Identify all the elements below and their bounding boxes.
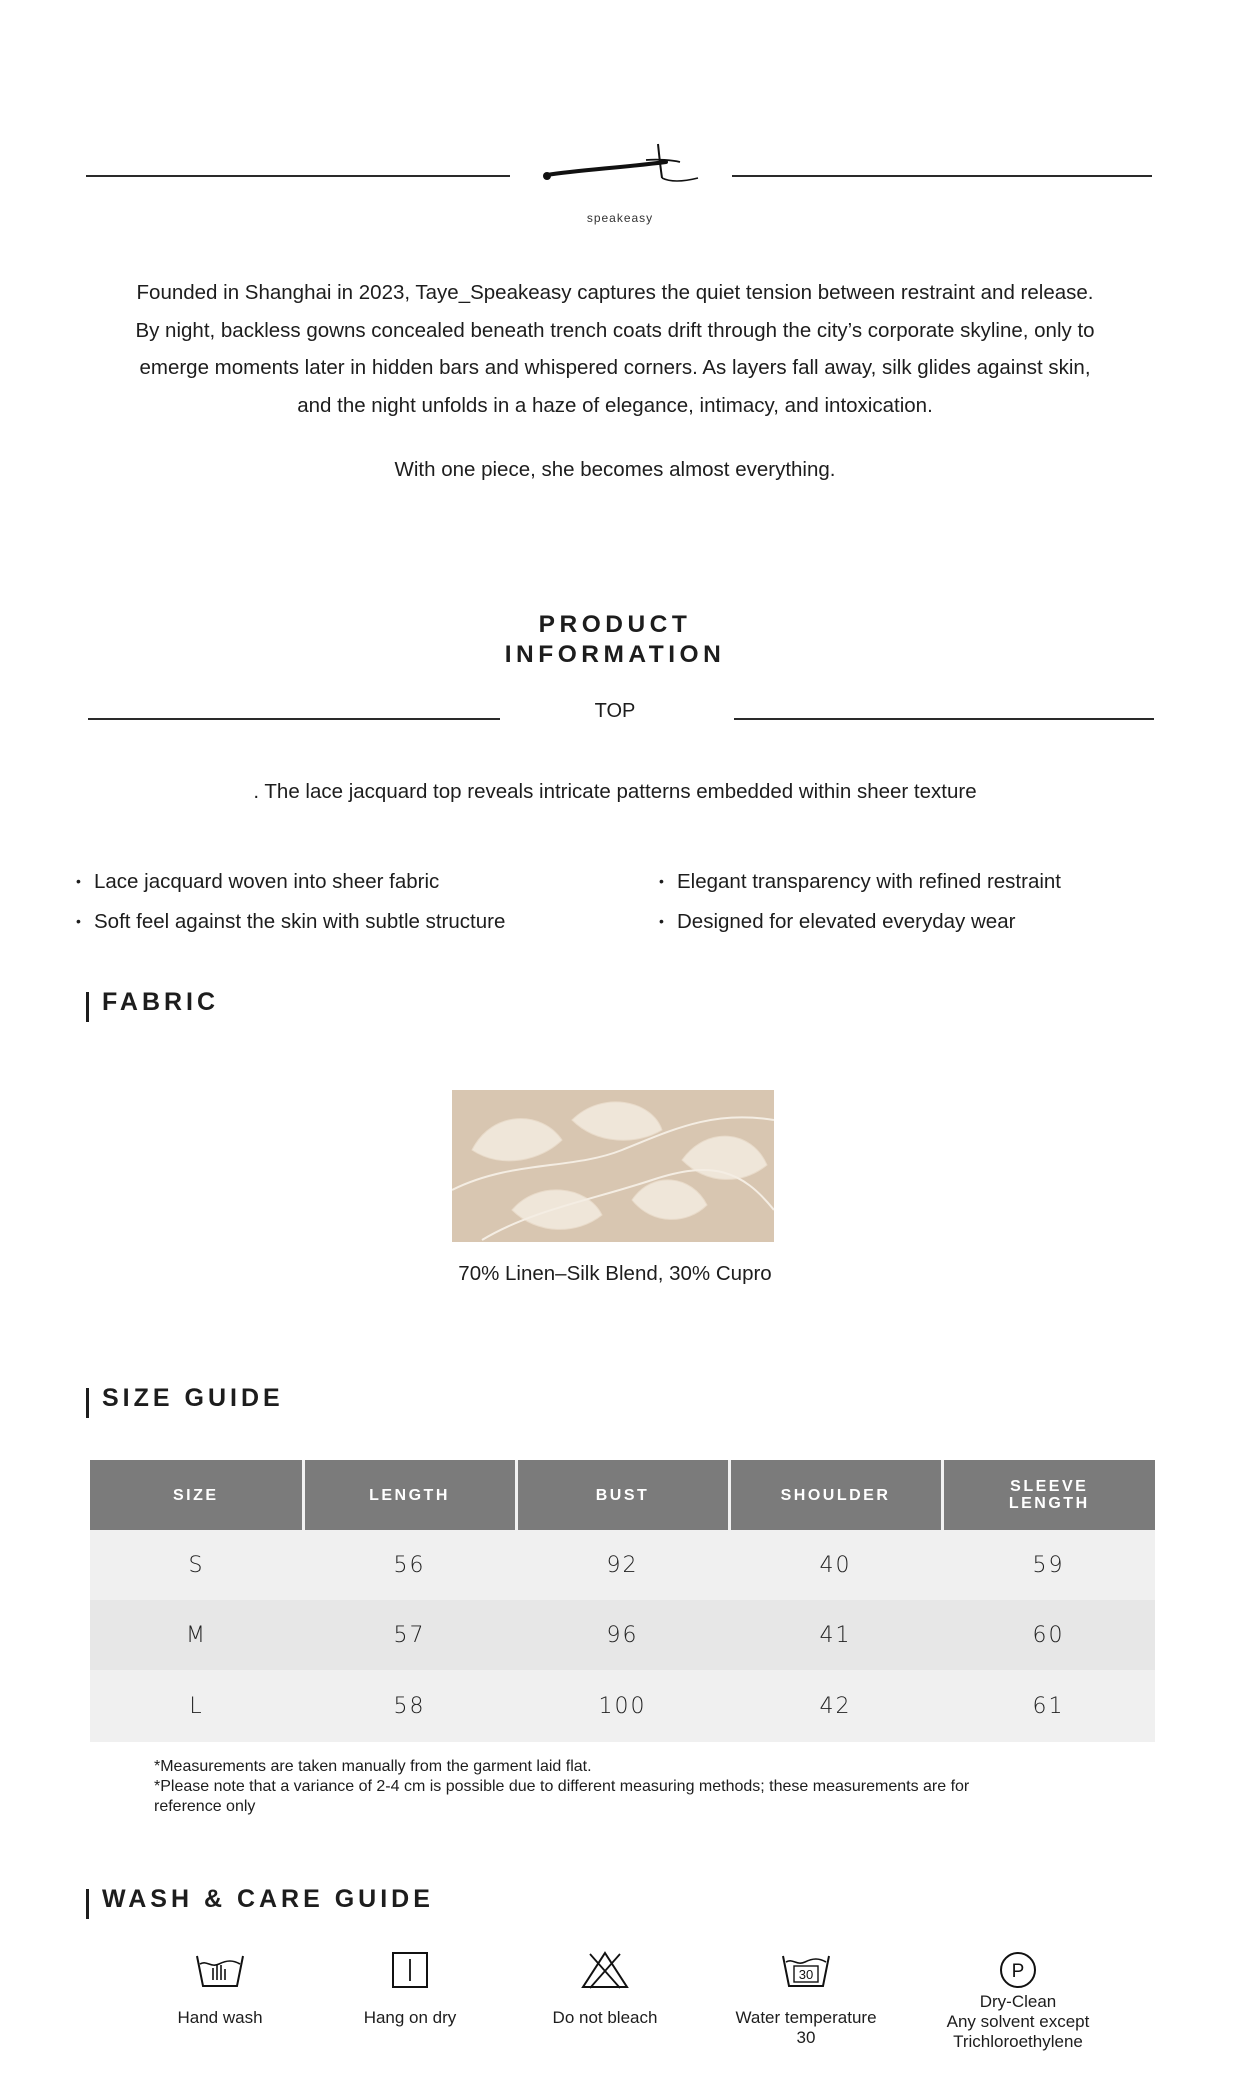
table-cell: 57 xyxy=(303,1600,516,1670)
product-info-title xyxy=(410,610,820,670)
category-divider-right xyxy=(734,718,1154,720)
size-note: *Please note that a variance of 2-4 cm is possible due to different measuring methods; these measurements are for reference only xyxy=(154,1778,970,1815)
bullet-icon: • xyxy=(659,873,664,889)
product-info-title-line: INFORMATION xyxy=(504,641,726,668)
feature-item: • Designed for elevated everyday wear xyxy=(659,910,1016,933)
svg-text:30: 30 xyxy=(798,1967,814,1982)
size-note: *Measurements are taken manually from the garment laid flat. xyxy=(154,1758,592,1775)
table-row xyxy=(90,1600,1155,1670)
size-table-header xyxy=(90,1460,1155,1530)
care-item-water-temp xyxy=(706,1950,906,2048)
product-lead: . The lace jacquard top reveals intricate patterns embedded within sheer texture xyxy=(253,780,977,803)
fabric-composition: 70% Linen–Silk Blend, 30% Cupro xyxy=(458,1262,772,1285)
intro-line: emerge moments later in hidden bars and whispered corners. As layers fall away, silk glides against skin, xyxy=(139,356,1091,379)
water-temp-icon xyxy=(781,1950,831,1990)
no-bleach-icon xyxy=(580,1950,630,1990)
care-item-no-bleach xyxy=(505,1950,705,2028)
svg-text:P: P xyxy=(1011,1961,1025,1982)
table-cell: 59 xyxy=(942,1530,1155,1600)
column-header: BUST xyxy=(516,1460,729,1530)
intro-line: and the night unfolds in a haze of elegance, intimacy, and intoxication. xyxy=(297,393,933,417)
table-cell: 41 xyxy=(729,1600,942,1670)
table-cell: 56 xyxy=(303,1530,516,1600)
table-row xyxy=(90,1670,1155,1742)
table-cell: 58 xyxy=(303,1670,516,1742)
care-item-hang-dry xyxy=(310,1950,510,2028)
table-cell: 42 xyxy=(729,1670,942,1742)
care-item-hand-wash xyxy=(120,1950,320,2028)
care-label: Dry-Clean Any solvent except Trichloroethylene xyxy=(946,1992,1090,2051)
intro-line: By night, backless gowns concealed beneath trench coats drift through the city’s corporate skyline, only to xyxy=(135,318,1095,342)
product-category: TOP xyxy=(594,700,636,722)
header-divider-left xyxy=(86,175,510,177)
bullet-icon: • xyxy=(76,873,81,889)
dry-clean-icon xyxy=(998,1950,1038,1990)
column-header: LENGTH xyxy=(303,1460,516,1530)
intro-line: Founded in Shanghai in 2023, Taye_Speakeasy captures the quiet tension between restraint and release. xyxy=(136,281,1094,304)
hang-dry-icon xyxy=(390,1950,430,1990)
hand-wash-icon xyxy=(195,1950,245,1990)
table-cell: L xyxy=(90,1670,303,1742)
care-item-dry-clean xyxy=(918,1950,1118,2052)
table-row xyxy=(90,1530,1155,1600)
bullet-icon: • xyxy=(659,913,664,929)
care-label: Hang on dry xyxy=(363,2008,457,2027)
column-header: SLEEVE LENGTH xyxy=(942,1460,1155,1530)
size-table xyxy=(90,1460,1155,1742)
brand-tagline: With one piece, she becomes almost everything. xyxy=(394,458,836,481)
table-cell: M xyxy=(90,1600,303,1670)
table-cell: 92 xyxy=(516,1530,729,1600)
table-cell: S xyxy=(90,1530,303,1600)
column-header: SIZE xyxy=(90,1460,303,1530)
feature-item: • Soft feel against the skin with subtle structure xyxy=(76,910,506,933)
bullet-icon: • xyxy=(76,913,81,929)
feature-item: • Lace jacquard woven into sheer fabric xyxy=(76,870,440,893)
care-label: Water temperature 30 xyxy=(735,2008,877,2047)
size-guide-heading: SIZE GUIDE xyxy=(102,1384,284,1412)
table-cell: 60 xyxy=(942,1600,1155,1670)
table-cell: 61 xyxy=(942,1670,1155,1742)
fabric-swatch-image xyxy=(452,1090,774,1242)
care-guide-heading: WASH & CARE GUIDE xyxy=(102,1885,434,1913)
brand-intro xyxy=(110,274,1120,424)
table-cell: 100 xyxy=(516,1670,729,1742)
column-header: SHOULDER xyxy=(729,1460,942,1530)
brand-logo xyxy=(538,140,708,196)
care-label: Do not bleach xyxy=(552,2008,658,2027)
header-divider-right xyxy=(732,175,1152,177)
brand-wordmark: speakeasy xyxy=(586,211,654,225)
feature-item: • Elegant transparency with refined restraint xyxy=(659,870,1062,893)
fabric-heading: FABRIC xyxy=(102,988,220,1016)
care-label: Hand wash xyxy=(177,2008,263,2027)
table-cell: 96 xyxy=(516,1600,729,1670)
size-notes xyxy=(154,1757,1034,1817)
product-info-title-line: PRODUCT xyxy=(538,611,692,638)
table-cell: 40 xyxy=(729,1530,942,1600)
category-divider-left xyxy=(88,718,500,720)
